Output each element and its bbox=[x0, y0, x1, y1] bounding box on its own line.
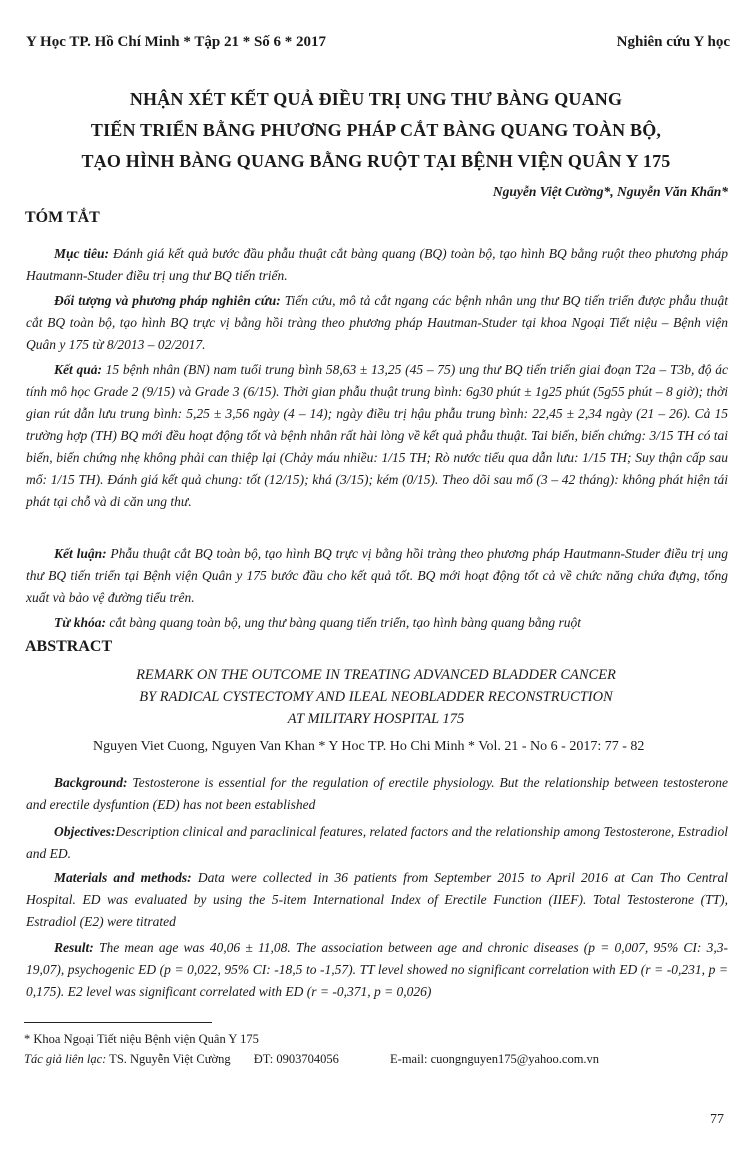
journal-citation-header: Y Học TP. Hồ Chí Minh * Tập 21 * Số 6 * 2017 bbox=[26, 34, 327, 50]
article-title bbox=[30, 84, 722, 177]
vn-methods-text: Tiến cứu, mô tả cắt ngang các bệnh nhân ung thư BQ tiến triển được phẫu thuật cắt BQ toàn bộ, tạo hình BQ trực vị bằng hồi tràng theo phương pháp Hautman-Studer tại khoa Ngoại Tiết niệu – Bệnh viện Quân y 175 từ 8/2013 – 02/2017. bbox=[26, 293, 728, 352]
en-title-line: BY RADICAL CYSTECTOMY AND ILEAL NEOBLADDER RECONSTRUCTION bbox=[139, 689, 613, 705]
en-abstract-heading: ABSTRACT bbox=[25, 638, 113, 655]
contact-name: TS. Nguyễn Việt Cường bbox=[106, 1052, 231, 1066]
contact-phone: ĐT: 0903704056 bbox=[253, 1052, 339, 1066]
en-objectives bbox=[26, 821, 728, 865]
page-number: 77 bbox=[710, 1112, 724, 1127]
vn-objective-text: Đánh giá kết quả bước đầu phẫu thuật cắt bàng quang (BQ) toàn bộ, tạo hình BQ bằng ruột theo phương pháp Hautmann-Studer điều trị ung thư BQ tiến triển. bbox=[26, 246, 728, 283]
affiliation-footnote: * Khoa Ngoại Tiết niệu Bệnh viện Quân Y 175 bbox=[24, 1032, 259, 1046]
vn-objective-label: Mục tiêu: bbox=[54, 246, 109, 261]
en-background-text: Testosterone is essential for the regulation of erectile physiology. But the relationship between testosterone and erectile dysfuntion (ED) has not been established bbox=[26, 775, 728, 812]
running-header bbox=[26, 34, 730, 56]
en-objectives-text: Description clinical and paraclinical features, related factors and the relationship among Testosterone, Estradiol and ED. bbox=[26, 824, 728, 861]
en-title-line: AT MILITARY HOSPITAL 175 bbox=[287, 711, 465, 727]
authors: Nguyễn Việt Cường*, Nguyễn Văn Khẩn* bbox=[492, 184, 728, 199]
vn-abstract-heading: TÓM TẮT bbox=[25, 209, 100, 226]
footnote-divider bbox=[24, 1022, 212, 1023]
en-title bbox=[30, 664, 722, 730]
title-line: TIẾN TRIỂN BẰNG PHƯƠNG PHÁP CẮT BÀNG QUANG TOÀN BỘ, bbox=[90, 120, 662, 140]
vn-methods-label: Đối tượng và phương pháp nghiên cứu: bbox=[54, 293, 281, 308]
title-line: TẠO HÌNH BÀNG QUANG BẰNG RUỘT TẠI BỆNH VIỆN QUÂN Y 175 bbox=[81, 151, 671, 171]
contact-label: Tác giả liên lạc: bbox=[24, 1052, 107, 1066]
vn-results bbox=[26, 359, 728, 513]
vn-methods bbox=[26, 290, 728, 356]
vn-results-text: 15 bệnh nhân (BN) nam tuổi trung bình 58,63 ± 13,25 (45 – 75) ung thư BQ tiến triển giai đoạn T2a – T3b, độ ác tính mô học Grade 2 (9/15) và Grade 3 (6/15). Thời gian phẫu thuật trung bình: 6g30 phút ± 1g25 phút (5g55 phút – 8 giờ); thời gian rút dẫn lưu trung bình: 5,25 ± 3,56 ngày (4 – 14); ngày điều trị hậu phẫu trung bình: 22,45 ± 2,34 ngày (21 – 26). Cả 15 trường hợp (TH) BQ mới đều hoạt động tốt và bệnh nhân rất hài lòng về kết quả phẫu thuật. Tai biến, biến chứng: 3/15 TH có tai biến, biến chứng nhẹ không phải can thiệp lại (Chảy máu nhiều: 1/15 TH; Rò nước tiểu qua dẫn lưu: 1/15 TH; Suy thận cấp sau mổ: 1/15 TH). Đánh giá kết quả chung: tốt (12/15); khá (3/15); kém (0/15). Theo dõi sau mổ (3 – 42 tháng): không phát hiện tái phát tại chỗ và di căn ung thư. bbox=[26, 362, 728, 509]
en-result-label: Result: bbox=[54, 940, 94, 955]
en-materials bbox=[26, 867, 728, 933]
en-background-label: Background: bbox=[54, 775, 128, 790]
en-materials-text: Data were collected in 36 patients from September 2015 to April 2016 at Can Tho Central Hospital. ED was evaluated by using the 5-item International Index of Erectile Function (IIEF). Total Testosterone (TT), Estradiol (E2) were titrated bbox=[26, 870, 729, 929]
en-objectives-label: Objectives: bbox=[54, 824, 116, 839]
contact-email: E-mail: cuongnguyen175@yahoo.com.vn bbox=[390, 1052, 600, 1066]
vn-keywords-text: cắt bàng quang toàn bộ, ung thư bàng quang tiến triển, tạo hình bàng quang bằng ruột bbox=[105, 615, 581, 630]
vn-objective bbox=[26, 243, 728, 287]
vn-keywords bbox=[26, 612, 728, 634]
en-result-text: The mean age was 40,06 ± 11,08. The association between age and chronic diseases (p = 0,007, 95% CI: 3,3-19,07), psychogenic ED (p = 0,022, 95% CI: -18,5 to -1,57). TT level showed no significant correlation with ED (r = -0,231, p = 0,175). E2 level was significant correlated with ED (r = -0,371, p = 0,026) bbox=[26, 940, 728, 999]
en-citation: Nguyen Viet Cuong, Nguyen Van Khan * Y Hoc TP. Ho Chi Minh * Vol. 21 - No 6 - 2017: 77 - 82 bbox=[93, 739, 645, 754]
en-result bbox=[26, 937, 728, 1003]
vn-results-label: Kết quả: bbox=[54, 362, 102, 377]
en-title-line: REMARK ON THE OUTCOME IN TREATING ADVANCED BLADDER CANCER bbox=[136, 667, 616, 683]
vn-conclusion-label: Kết luận: bbox=[54, 546, 107, 561]
section-label: Nghiên cứu Y học bbox=[616, 34, 730, 50]
vn-keywords-label: Từ khóa: bbox=[54, 615, 106, 630]
en-background bbox=[26, 772, 728, 816]
vn-conclusion bbox=[26, 543, 728, 609]
title-line: NHẬN XÉT KẾT QUẢ ĐIỀU TRỊ UNG THƯ BÀNG QUANG bbox=[129, 89, 623, 109]
vn-conclusion-text: Phẫu thuật cắt BQ toàn bộ, tạo hình BQ trực vị bằng hồi tràng theo phương pháp Hautmann-Studer điều trị ung thư BQ tiến triển tại Bệnh viện Quân y 175 bước đầu cho kết quả tốt. BQ mới hoạt động tốt cả về chức năng chứa đựng, tống xuất và bảo vệ đường tiểu trên. bbox=[26, 546, 728, 605]
en-materials-label: Materials and methods: bbox=[54, 870, 192, 885]
contact-footnote bbox=[24, 1052, 599, 1067]
